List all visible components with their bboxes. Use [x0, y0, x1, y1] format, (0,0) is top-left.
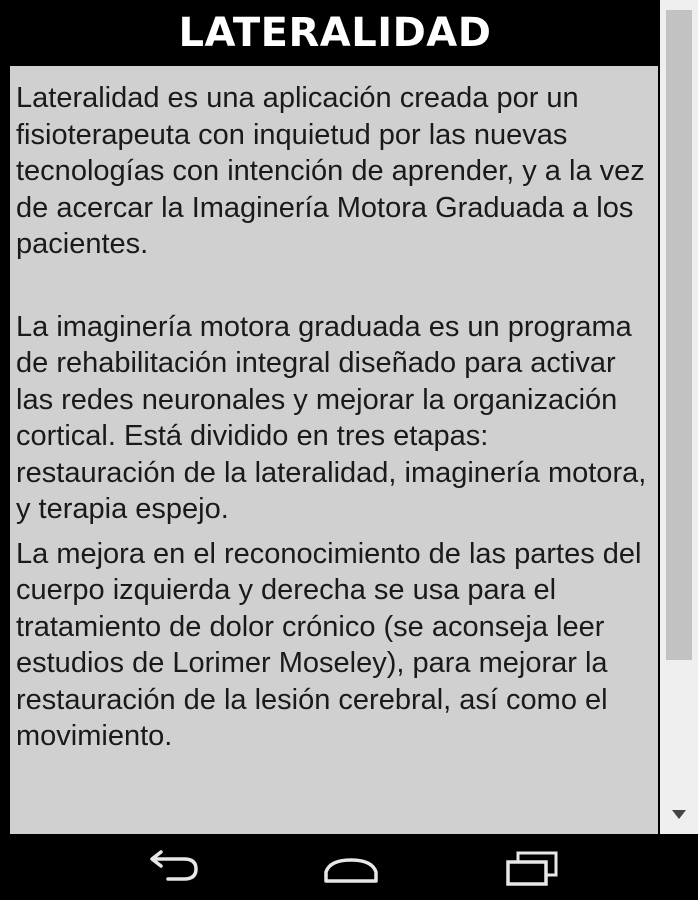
app-title: LATERALIDAD — [178, 10, 492, 56]
home-icon — [316, 848, 386, 888]
paragraph-gmi: La imaginería motora graduada es un programa de rehabilitación integral diseñado para activar las redes neuronales y mejorar la organización cortical. Está dividido en tres etapas: restauración de la lateralidad, imaginería motora, y terapia espejo. — [16, 310, 647, 525]
description-text — [16, 80, 652, 755]
navigation-bar — [0, 834, 698, 900]
recents-icon — [496, 848, 566, 888]
content-area[interactable] — [10, 66, 658, 834]
home-button[interactable] — [316, 848, 386, 888]
paragraph-treatment: La mejora en el reconocimiento de las partes del cuerpo izquierda y derecha se usa para el tratamiento de dolor crónico (se aconseja leer estudios de Lorimer Moseley), para mejorar la restauración de la lesión cerebral, así como el movimiento. — [16, 537, 642, 752]
scrollbar-thumb[interactable] — [666, 10, 692, 660]
back-button[interactable] — [138, 848, 208, 888]
recents-button[interactable] — [496, 848, 566, 888]
back-icon — [138, 848, 208, 888]
app-header — [0, 0, 660, 66]
paragraph-intro: Lateralidad es una aplicación creada por un fisioterapeuta con inquietud por las nuevas tecnologías con intención de aprender, y a la vez de acercar la Imaginería Motora Graduada a los pacientes. — [16, 82, 645, 260]
scroll-down-arrow-icon[interactable] — [672, 810, 686, 819]
vertical-scrollbar[interactable] — [660, 0, 698, 834]
